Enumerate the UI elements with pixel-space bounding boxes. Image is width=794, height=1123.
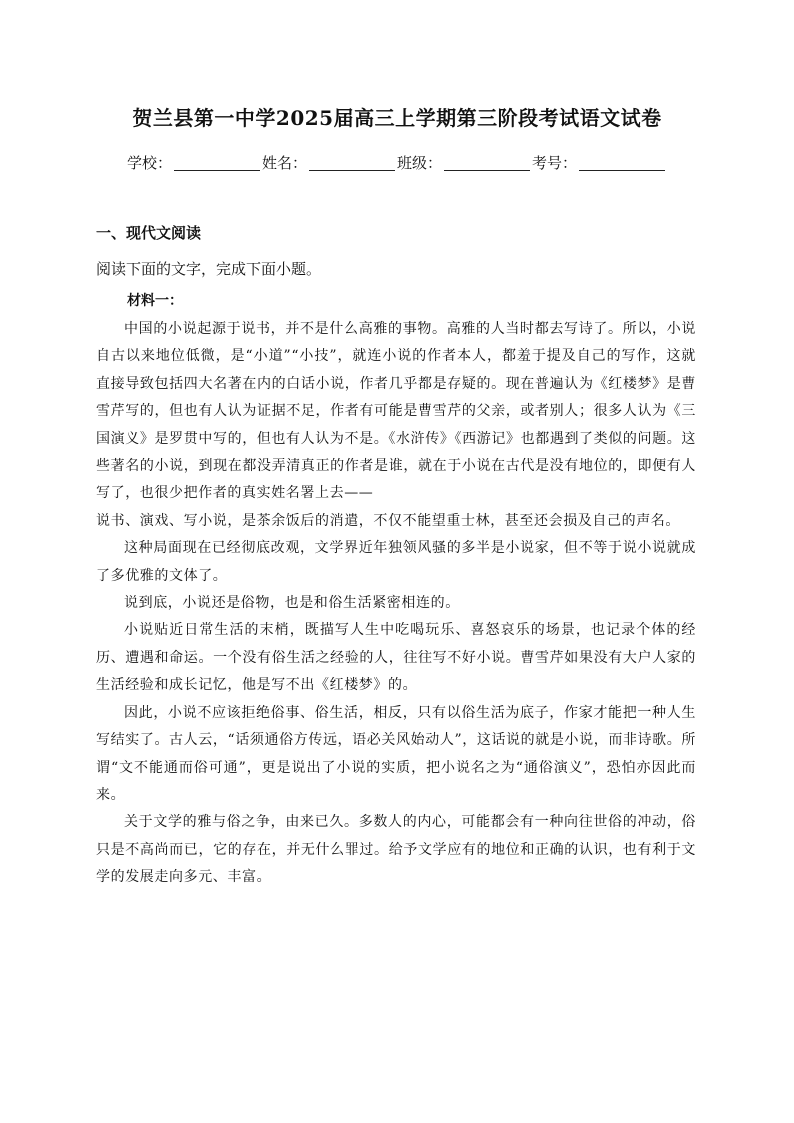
exam-number-label: 考号： <box>532 154 578 172</box>
class-blank[interactable] <box>444 156 530 171</box>
material-label: 材料一： <box>127 293 183 309</box>
exam-title: 贺兰县第一中学2025届高三上学期第三阶段考试语文试卷 <box>132 106 662 130</box>
passage-paragraph: 说到底，小说还是俗物，也是和俗生活紧密相连的。 <box>124 595 460 612</box>
school-field <box>127 152 262 173</box>
passage-paragraph: 小说贴近日常生活的末梢，既描写人生中吃喝玩乐、喜怒哀乐的场景，也记录个体的经历、遭遇和命运。一个没有俗生活之经验的人，往往写不好小说。曹雪芹如果没有大户人家的生活经验和成长记忆，他是写不出《红楼梦》的。 <box>96 622 696 694</box>
reading-passage <box>96 316 696 892</box>
section-heading: 一、现代文阅读 <box>96 224 202 242</box>
passage-paragraph: 说书、演戏、写小说，是茶余饭后的消遣，不仅不能望重士林，甚至还会损及自己的声名。 <box>96 512 680 529</box>
passage-paragraph: 中国的小说起源于说书，并不是什么高雅的事物。高雅的人当时都去写诗了。所以，小说自古以来地位低微，是“小道”“小技”，就连小说的作者本人，都羞于提及自己的写作，这就直接导致包括四大名著在内的白话小说，作者几乎都是存疑的。现在普遍认为《红楼梦》是曹雪芹写的，但也有人认为证据不足，作者有可能是曹雪芹的父亲，或者别人；很多人认为《三国演义》是罗贯中写的，但也有人认为不是。《水浒传》《西游记》也都遇到了类似的问题。这些著名的小说，到现在都没弄清真正的作者是谁，就在于小说在古代是没有地位的，即便有人写了，也很少把作者的真实姓名署上去—— <box>96 321 696 502</box>
class-label: 班级： <box>397 154 443 172</box>
class-field <box>397 152 532 173</box>
student-info-line <box>0 152 794 173</box>
exam-number-field <box>532 152 667 173</box>
passage-paragraph: 这种局面现在已经彻底改观，文学界近年独领风骚的多半是小说家，但不等于说小说就成了多优雅的文体了。 <box>96 540 696 584</box>
passage-paragraph: 关于文学的雅与俗之争，由来已久。多数人的内心，可能都会有一种向往世俗的冲动，俗只是不高尚而已，它的存在，并无什么罪过。给予文学应有的地位和正确的认识，也有利于文学的发展走向多元、丰富。 <box>96 814 696 886</box>
name-blank[interactable] <box>309 156 395 171</box>
name-field <box>262 152 397 173</box>
passage-paragraph: 因此，小说不应该拒绝俗事、俗生活，相反，只有以俗生活为底子，作家才能把一种人生写结实了。古人云，“话须通俗方传远，语必关风始动人”，这话说的就是小说，而非诗歌。所谓“文不能通而俗可通”，更是说出了小说的实质，把小说名之为“通俗演义”，恐怕亦因此而来。 <box>96 704 696 803</box>
school-blank[interactable] <box>174 156 260 171</box>
exam-number-blank[interactable] <box>579 156 665 171</box>
reading-instruction: 阅读下面的文字，完成下面小题。 <box>96 260 322 278</box>
name-label: 姓名： <box>261 154 307 172</box>
school-label: 学校： <box>126 154 172 172</box>
